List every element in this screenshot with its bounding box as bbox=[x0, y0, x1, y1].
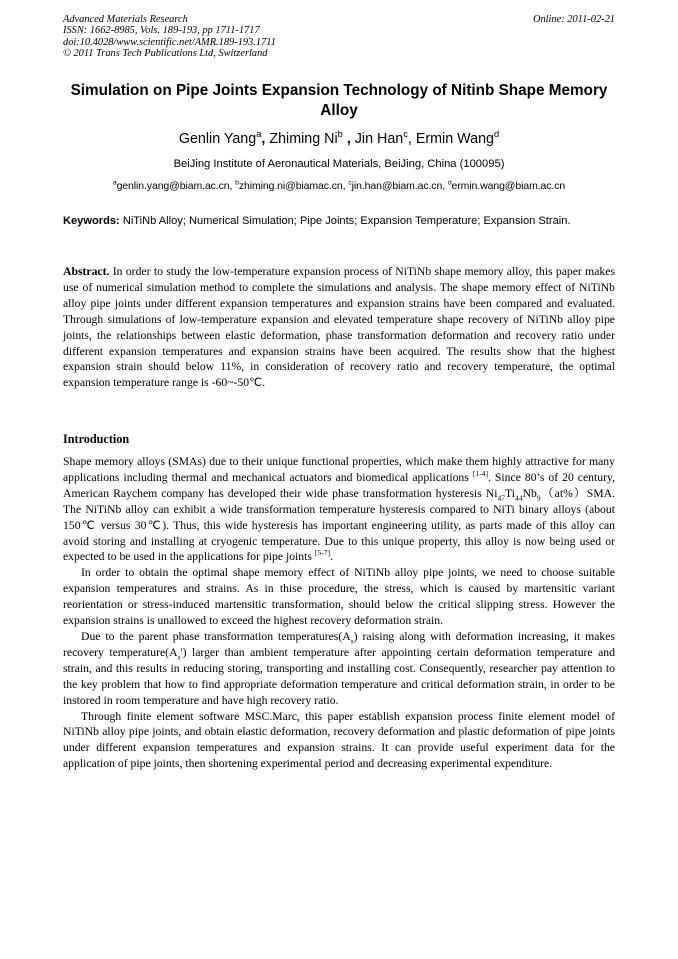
email-address: jin.han@biam.ac.cn bbox=[351, 180, 443, 192]
abstract-label: Abstract. bbox=[63, 265, 110, 278]
paper-title: Simulation on Pipe Joints Expansion Technology of Nitinb Shape Memory Alloy bbox=[70, 82, 608, 119]
keywords bbox=[63, 213, 615, 229]
abstract bbox=[63, 264, 615, 391]
email-address: zhiming.ni@biamac.cn bbox=[238, 180, 343, 192]
citation-ref: [5-7] bbox=[314, 548, 331, 558]
author-marker: b bbox=[337, 129, 343, 140]
copyright-line: © 2011 Trans Tech Publications Ltd, Switzerland bbox=[63, 47, 268, 59]
keywords-text: NiTiNb Alloy; Numerical Simulation; Pipe Joints; Expansion Temperature; Expansion Strain. bbox=[122, 215, 571, 227]
introduction-body bbox=[63, 454, 615, 772]
email-marker: d bbox=[447, 179, 452, 187]
email-address: ermin.wang@biam.ac.cn bbox=[451, 180, 566, 192]
intro-paragraph-2: In order to obtain the optimal shape memory effect of NiTiNb alloy pipe joints, we need to choose suitable expansion temperatures and strains. As in thise procedure, the stress, which is caused by martensitic variant reorientation or stress-induced martensitic transformation, should below the critical slipping stress. However the expansion strains is unallowed to exceed the highest recovery deformation strain. bbox=[63, 566, 615, 628]
journal-name: Advanced Materials Research bbox=[63, 14, 188, 25]
section-heading-introduction: Introduction bbox=[63, 432, 130, 446]
author-name: Ermin Wang bbox=[415, 131, 494, 147]
author-name: Genlin Yang bbox=[178, 131, 257, 147]
formula-unit: （at%） bbox=[540, 486, 587, 500]
author-list: Genlin Yang$^a$, Zhiming Ni$^b$ , Jin Han$^c$, Ermin Wang$^d$ bbox=[178, 129, 500, 147]
citation-ref: [1-4] bbox=[472, 469, 489, 479]
author-name: Jin Han bbox=[354, 131, 404, 147]
issn-line: ISSN: 1662-8985, Vols. 189-193, pp 1711-1717 bbox=[63, 25, 260, 37]
chemical-formula: $Ni_{47}Ti_{44}Nb_9$ bbox=[485, 486, 541, 503]
intro-paragraph-1: Shape memory alloys (SMAs) due to their unique functional properties, which make them highly attractive for many applications including thermal and mechanical actuators and biomedical applications [1-4]. Since 80’s of 20 century, American Raychem company has developed their wide phase transformation hysteresis $Ni_{47}Ti_{44}Nb_9(at\%)SMA$. The NiTiNb alloy can exhibit a wide transformation temperature hysteresis compared to NiTi binary alloys (about 150℃ versus 30℃). Thus, this wide hysteresis has important engineering utility, as parts made of this alloy can avoid storing and installing at cryogenic temperature. Due to this unique property, this alloy is now being used or expected to be used in the applications for pipe joints [5-7]. bbox=[63, 455, 616, 564]
intro-paragraph-3: Due to the parent phase transformation $temperatures(A_s)$ raising along with deformation increasing, it makes recovery $temperature(A_s')$ larger than ambient temperature after appointing certain deformation temperature and strain, and this results in reducing storing, transporting and installing cost. Consequently, researcher pay attention to the key problem that how to find appropriate deformation temperature and critical deformation strain, in order to be instored in room temperature and have high recovery ratio. bbox=[63, 629, 615, 707]
author-marker: d bbox=[493, 129, 500, 140]
email-list: $^a$genlin.yang@biam.ac.cn, $^b$zhiming.ni@biamac.cn, $^c$jin.han@biam.ac.cn, $^d$ermin.wang@biam.ac.cn bbox=[112, 179, 566, 192]
author-marker: a bbox=[256, 129, 262, 140]
keywords-label: Keywords: bbox=[63, 215, 120, 227]
affiliation: BeiJing Institute of Aeronautical Materials, BeiJing, China (100095) bbox=[173, 158, 505, 170]
abstract-text: In order to study the low-temperature expansion process of NiTiNb shape memory alloy, this paper makes use of numerical simulation method to complete the simulations and analysis. The shape memory effect of NiTiNb alloy pipe joints under different expansion temperatures and expansion strains have been compared and evaluated. Through simulations of low-temperature expansion and elevated temperature shape recovery of NiTiNb alloy pipe joints, the relationships between elastic deformation, phase transformation deformation and recovery ratio under different expansion temperatures and expansion strains have been acquired. The results show that the highest expansion strain should below 11%, in consideration of recovery ratio and recovery temperature, the optimal expansion temperature range is -60~-50℃. bbox=[63, 265, 616, 390]
intro-paragraph-4: Through finite element software MSC.Marc, this paper establish expansion process finite element model of NiTiNb alloy pipe joints, and obtain elastic deformation, recovery deformation and plastic deformation of pipe joints under different expansion temperatures and expansion strains. It can provide useful experiment data for the application of pipe joints, then shortening experimental period and decreasing experimental expenditure. bbox=[63, 709, 615, 771]
email-marker: b bbox=[235, 179, 239, 187]
email-marker: a bbox=[112, 179, 117, 187]
email-address: genlin.yang@biam.ac.cn bbox=[116, 180, 230, 192]
doi-line: doi:10.4028/www.scientific.net/AMR.189-193.1711 bbox=[63, 36, 276, 48]
author-name: Zhiming Ni bbox=[269, 131, 338, 147]
author-marker: c bbox=[403, 129, 408, 140]
email-marker: c bbox=[348, 179, 352, 187]
online-date: Online: 2011-02-21 bbox=[532, 14, 615, 25]
journal-header bbox=[63, 14, 615, 59]
